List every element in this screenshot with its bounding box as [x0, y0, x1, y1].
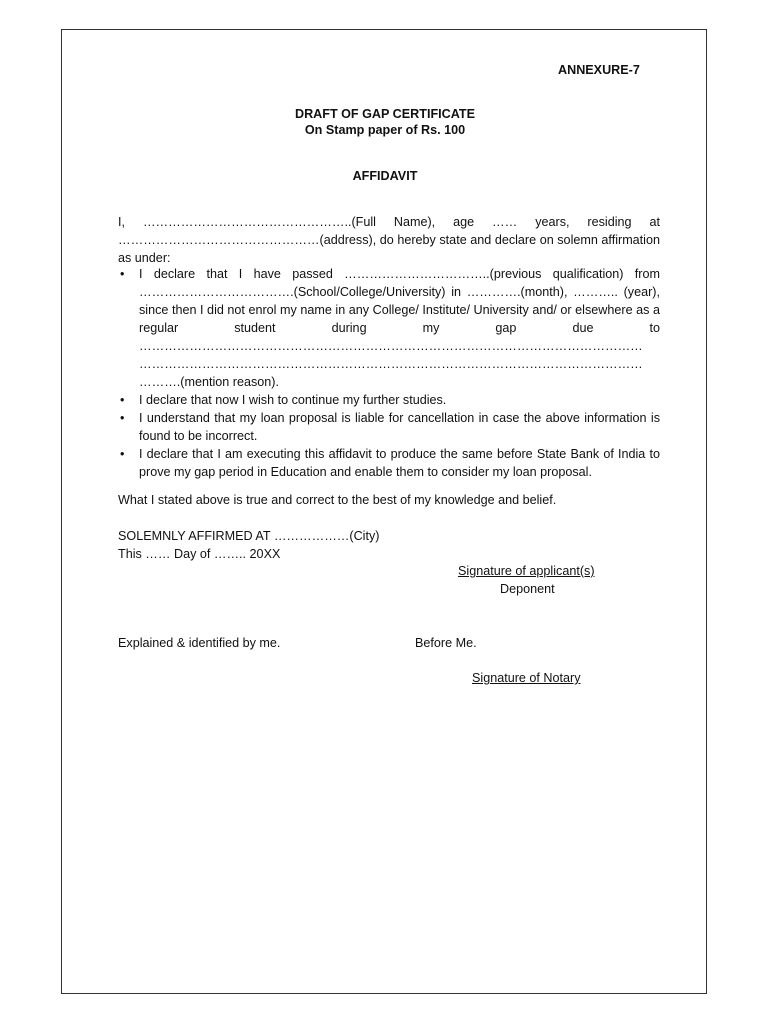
- document-page: [61, 29, 707, 994]
- annexure-label: ANNEXURE-7: [558, 63, 640, 77]
- declaration-item: [118, 265, 660, 391]
- declaration-text: I understand that my loan proposal is liable for cancellation in case the above information is found to be incorrect.: [139, 411, 660, 443]
- date-line: This …… Day of …….. 20XX: [118, 547, 281, 561]
- declaration-text: I declare that I have passed ……………………………..(previous qualification) from ……………………………….(School/College/University) in ………….(month), ……….. (year), since then I did not enrol my name in any College/ Institute/ University and/ or elsewhere as a regular student during my gap due to ………………………………………………………………………………………………………… ………………………………………………………………………………………………………… ……….(mention reason).: [139, 267, 660, 389]
- intro-line-1: I, …………………………………………..(Full Name), age …… years, residing at: [118, 215, 660, 229]
- bullet-marker: •: [120, 447, 125, 461]
- declaration-item: [118, 391, 660, 409]
- affidavit-heading: AFFIDAVIT: [352, 169, 418, 183]
- applicant-signature-label: Signature of applicant(s): [458, 564, 595, 578]
- deponent-label: Deponent: [500, 582, 555, 596]
- intro-line-2: …………………………………………(address), do hereby state and declare on solemn affirmation as under:: [118, 233, 660, 265]
- bullet-marker: •: [120, 267, 125, 281]
- notary-signature-label: Signature of Notary: [472, 671, 581, 685]
- before-me-label: Before Me.: [415, 636, 477, 650]
- solemnly-affirmed-line: SOLEMNLY AFFIRMED AT ………………(City): [118, 529, 380, 543]
- declaration-list: [118, 265, 660, 481]
- bullet-marker: •: [120, 411, 125, 425]
- declaration-item: [118, 409, 660, 445]
- document-title: DRAFT OF GAP CERTIFICATE: [294, 107, 476, 121]
- document-subtitle: On Stamp paper of Rs. 100: [304, 123, 466, 137]
- bullet-marker: •: [120, 393, 125, 407]
- truth-statement: What I stated above is true and correct to the best of my knowledge and belief.: [118, 493, 557, 507]
- declaration-item: [118, 445, 660, 481]
- declaration-text: I declare that now I wish to continue my further studies.: [139, 393, 447, 407]
- declaration-text: I declare that I am executing this affidavit to produce the same before State Bank of India to prove my gap period in Education and enable them to consider my loan proposal.: [139, 447, 660, 479]
- explained-identified-label: Explained & identified by me.: [118, 636, 281, 650]
